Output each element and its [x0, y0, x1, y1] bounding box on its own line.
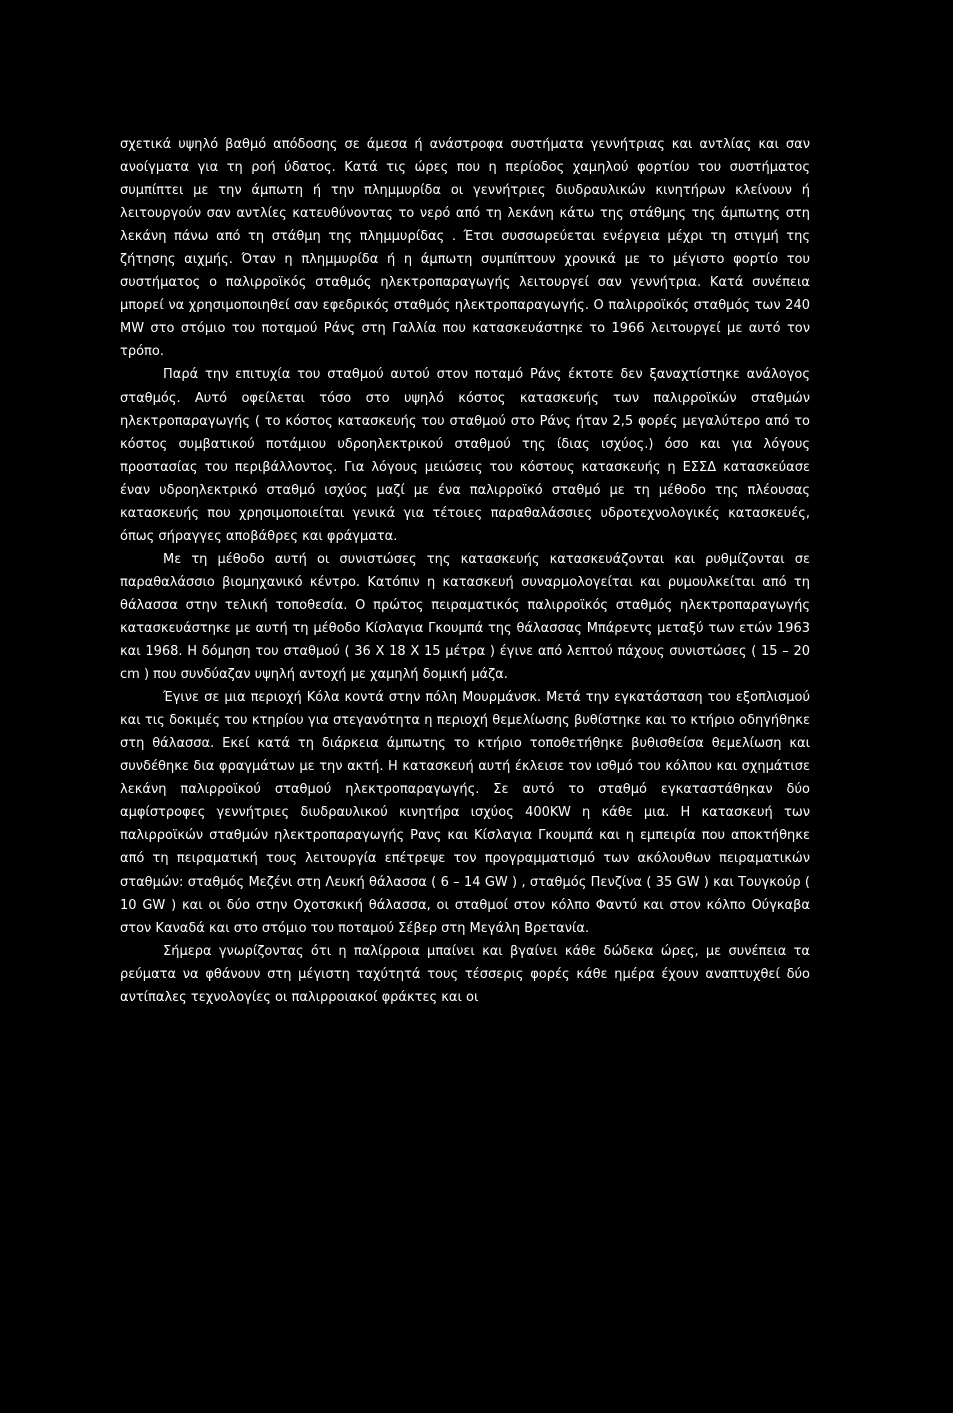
- paragraph-2: Παρά την επιτυχία του σταθμού αυτού στον ποταμό Ράνς έκτοτε δεν ξαναχτίστηκε ανάλογος σταθμός. Αυτό οφείλεται τόσο στο υψηλό κόστος κατασκευής των παλιρροϊκών σταθμών ηλεκτροπαραγωγής ( το κόστος κατασκευής του σταθμού στο Ράνς ήταν 2,5 φορές μεγαλύτερο από το κόστος συμβατικού ποτάμιου υδροηλεκτρικού σταθμού της ίδιας ισχύος.) όσο και για λόγους προστασίας του περιβάλλοντος. Για λόγους μειώσεις του κόστους κατασκευής η ΕΣΣΔ κατασκεύασε έναν υδροηλεκτρικό σταθμό ισχύος μαζί με ένα παλιρροϊκό σταθμό με τη μέθοδο της πλέουσας κατασκευής που χρησιμοποιείται γενικά για τέτοιες παραθαλάσσιες υδροτεχνολογικές κατασκευές, όπως σήραγγες αποβάθρες και φράγματα.: [120, 367, 810, 544]
- body-text: [120, 133, 810, 1009]
- paragraph-3: Με τη μέθοδο αυτή οι συνιστώσες της κατασκευής κατασκευάζονται και ρυθμίζονται σε παραθαλάσσιο βιομηχανικό κέντρο. Κατόπιν η κατασκευή συναρμολογείται και ρυμουλκείται από τη θάλασσα στην τελική τοποθεσία. Ο πρώτος πειραματικός παλιρροϊκός σταθμός ηλεκτροπαραγωγής κατασκευάστηκε με αυτή τη μέθοδο Κίσλαγια Γκουμπά της θάλασσας Μπάρεντς μεταξύ των ετών 1963 και 1968. Η δόμηση του σταθμού ( 36 Χ 18 Χ 15 μέτρα ) έγινε από λεπτού πάχους συνιστώσες ( 15 – 20 cm ) που συνδύαζαν υψηλή αντοχή με χαμηλή δομική μάζα.: [120, 551, 810, 683]
- paragraph-5: Σήμερα γνωρίζοντας ότι η παλίρροια μπαίνει και βγαίνει κάθε δώδεκα ώρες, με συνέπεια τα ρεύματα να φθάνουν στη μέγιστη ταχύτητά τους τέσσερις φορές κάθε ημέρα έχουν αναπτυχθεί δύο αντίπαλες τεχνολογίες οι παλιρροιακοί φράκτες και οι: [120, 943, 810, 1005]
- paragraph-4: Έγινε σε μια περιοχή Κόλα κοντά στην πόλη Μουρμάνσκ. Μετά την εγκατάσταση του εξοπλισμού και τις δοκιμές του κτηρίου για στεγανότητα η περιοχή θεμελίωσης βυθίστηκε και το κτήριο οδηγήθηκε στη θάλασσα. Εκεί κατά τη διάρκεια άμπωτης το κτήριο τοποθετήθηκε βυθισθείσα θεμελίωση και συνδέθηκε δια φραγμάτων με την ακτή. Η κατασκευή αυτή έκλεισε τον ισθμό του κόλπου και σχημάτισε λεκάνη παλιρροϊκού σταθμού ηλεκτροπαραγωγής. Σε αυτό το σταθμό εγκαταστάθηκαν δύο αμφίστροφες γεννήτριες διυδραυλικού κινητήρα ισχύος 400KW η κάθε μια. Η κατασκευή των παλιρροϊκών σταθμών ηλεκτροπαραγωγής Ρανς και Κίσλαγια Γκουμπά και η εμπειρία που αποκτήθηκε από τη πειραματική τους λειτουργία επέτρεψε τον προγραμματισμό των ακόλουθων πειραματικών σταθμών: σταθμός Μεζένι στη Λευκή θάλασσα ( 6 – 14 GW ) , σταθμός Πενζίνα ( 35 GW ) και Τουγκούρ ( 10 GW ) και οι δύο στην Οχοτσκική θάλασσα, οι σταθμοί στον κόλπο Φαντύ και στον κόλπο Ούγκαβα στον Καναδά και στο στόμιο του ποταμού Σέβερ στη Μεγάλη Βρετανία.: [120, 690, 810, 936]
- paragraph-1: σχετικά υψηλό βαθμό απόδοσης σε άμεσα ή ανάστροφα συστήματα γεννήτριας και αντλίας και σαν ανοίγματα για τη ροή ύδατος. Κατά τις ώρες που η περίοδος χαμηλού φορτίου του συστήματος συμπίπτει με την άμπωτη ή την πλημμυρίδα οι γεννήτριες διυδραυλικών κινητήρων κλείνουν ή λειτουργούν σαν αντλίες κατευθύνοντας το νερό από τη λεκάνη κάτω της στάθμης της άμπωτης στη λεκάνη πάνω από τη στάθμη της πλημμυρίδας . Έτσι συσσωρεύεται ενέργεια μέχρι τη στιγμή της ζήτησης αιχμής. Όταν η πλημμυρίδα ή η άμπωτη συμπίπτουν χρονικά με το μέγιστο φορτίο του συστήματος ο παλιρροϊκός σταθμός ηλεκτροπαραγωγής λειτουργεί σαν γεννήτρια. Κατά συνέπεια μπορεί να χρησιμοποιηθεί σαν εφεδρικός σταθμός ηλεκτροπαραγωγής. Ο παλιρροϊκός σταθμός των 240 MW στο στόμιο του ποταμού Ράνς στη Γαλλία που κατασκευάστηκε το 1966 λειτουργεί με αυτό τον τρόπο.: [120, 137, 810, 360]
